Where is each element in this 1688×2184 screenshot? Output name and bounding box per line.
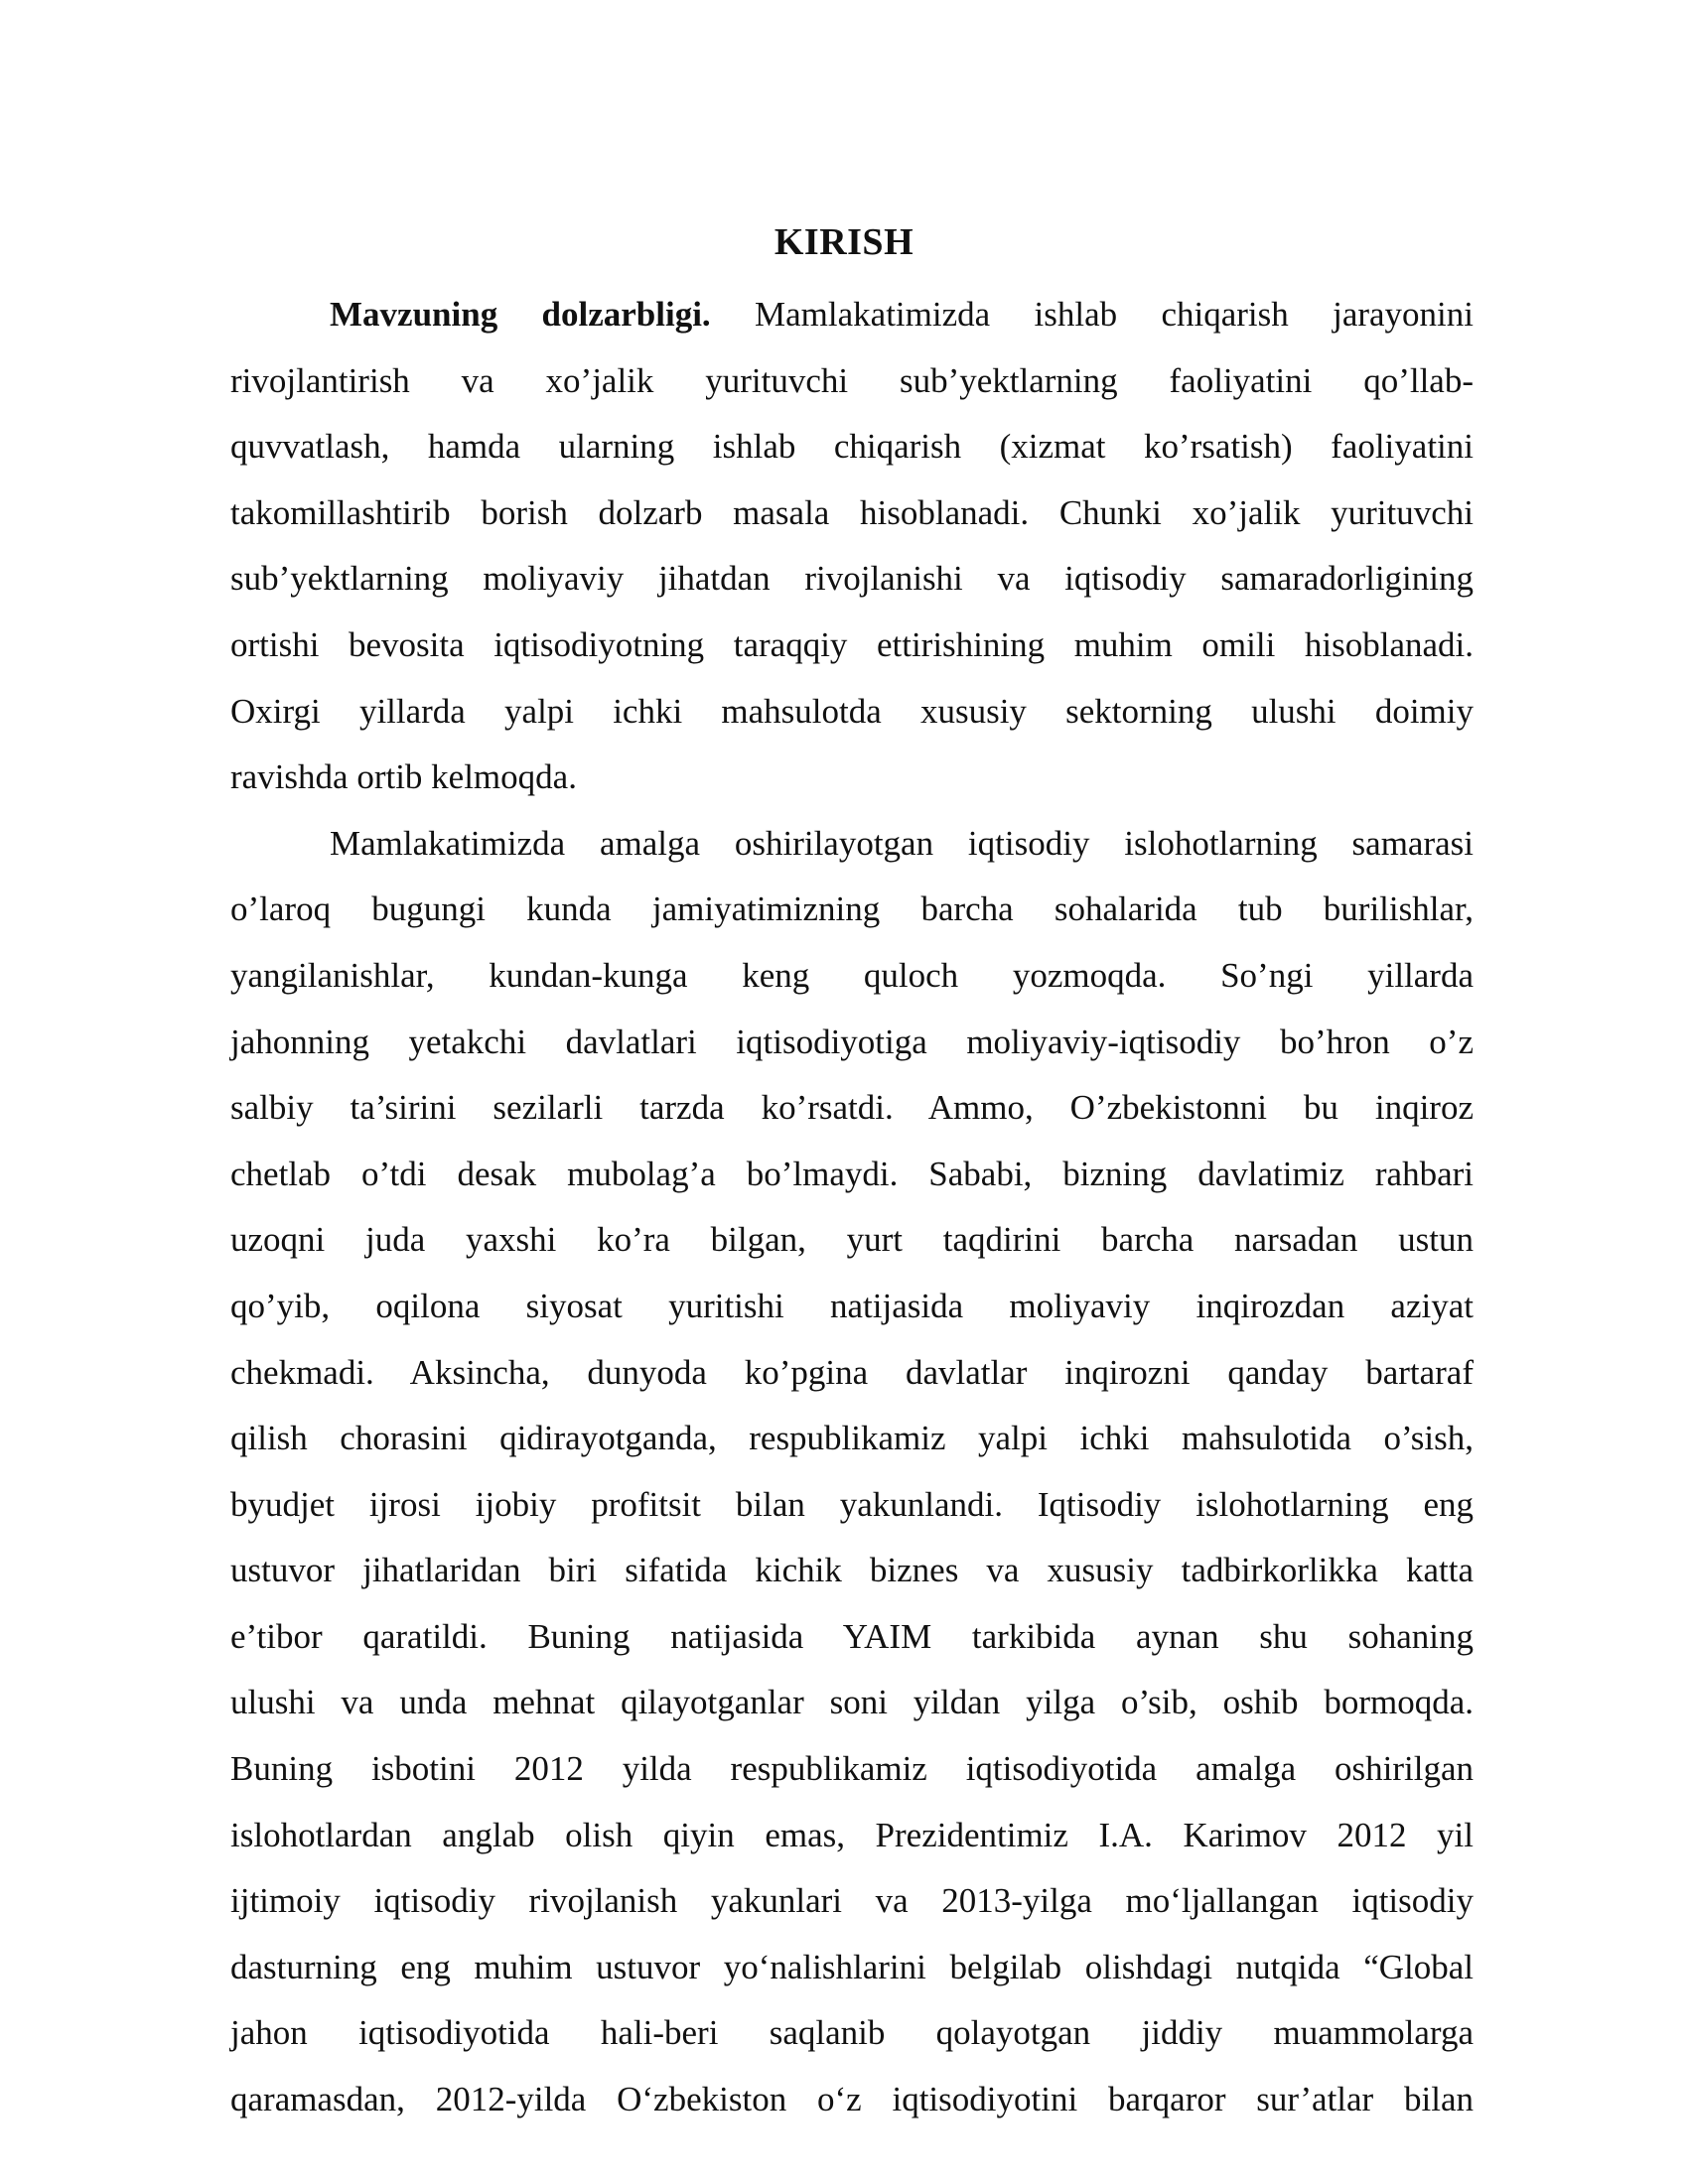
paragraph-line: byudjet ijrosi ijobiy profitsit bilan yakunlandi. Iqtisodiy islohotlarning eng — [230, 1484, 1474, 1524]
paragraph-line: qaramasdan, 2012-yilda O‘zbekiston o‘z iqtisodiyotini barqaror sur’atlar bilan — [230, 2080, 1474, 2119]
paragraph-line: Mamlakatimizda amalga oshirilayotgan iqtisodiy islohotlarning samarasi — [330, 823, 1474, 863]
paragraph-line: chekmadi. Aksincha, dunyoda ko’pgina davlatlar inqirozni qanday bartaraf — [230, 1352, 1474, 1392]
paragraph-line: ortishi bevosita iqtisodiyotning taraqqiy ettirishining muhim omili hisoblanadi. — [230, 624, 1474, 664]
paragraph-line: takomillashtirib borish dolzarb masala hisoblanadi. Chunki xo’jalik yurituvchi — [230, 492, 1474, 532]
paragraph-line: Mavzuning dolzarbligi. Mamlakatimizda ishlab chiqarish jarayonini — [330, 295, 1474, 334]
paragraph-line: qo’yib, oqilona siyosat yuritishi natijasida moliyaviy inqirozdan aziyat — [230, 1286, 1474, 1325]
paragraph-line: islohotlardan anglab olish qiyin emas, Prezidentimiz I.A. Karimov 2012 yil — [230, 1815, 1474, 1854]
paragraph-line: Oxirgi yillarda yalpi ichki mahsulotda xususiy sektorning ulushi doimiy — [230, 691, 1474, 731]
paragraph-line: Buning isbotini 2012 yilda respublikamiz iqtisodiyotida amalga oshirilgan — [230, 1749, 1474, 1789]
paragraph-line: rivojlantirish va xo’jalik yurituvchi sub’yektlarning faoliyatini qo’llab- — [230, 360, 1474, 400]
document-body — [230, 282, 1474, 2133]
paragraph-line: ravishda ortib kelmoqda. — [230, 757, 577, 797]
paragraph-line: ijtimoiy iqtisodiy rivojlanish yakunlari va 2013-yilga mo‘ljallangan iqtisodiy — [230, 1881, 1474, 1921]
paragraph-line: jahonning yetakchi davlatlari iqtisodiyotiga moliyaviy-iqtisodiy bo’hron o’z — [230, 1022, 1474, 1061]
paragraph-line: quvvatlash, hamda ularning ishlab chiqarish (xizmat ko’rsatish) faoliyatini — [230, 427, 1474, 467]
paragraph — [230, 811, 1474, 2133]
paragraph-line: uzoqni juda yaxshi ko’ra bilgan, yurt taqdirini barcha narsadan ustun — [230, 1220, 1474, 1260]
section-lead: Mavzuning dolzarbligi. — [330, 295, 711, 334]
paragraph-line: o’laroq bugungi kunda jamiyatimizning barcha sohalarida tub burilishlar, — [230, 889, 1474, 929]
paragraph-line: ustuvor jihatlaridan biri sifatida kichik biznes va xususiy tadbirkorlikka katta — [230, 1551, 1474, 1590]
paragraph-line: yangilanishlar, kundan-kunga keng quloch yozmoqda. So’ngi yillarda — [230, 955, 1474, 995]
paragraph-line: dasturning eng muhim ustuvor yo‘nalishlarini belgilab olishdagi nutqida “Global — [230, 1947, 1474, 1986]
paragraph-line: sub’yektlarning moliyaviy jihatdan rivojlanishi va iqtisodiy samaradorligining — [230, 559, 1474, 599]
paragraph-line: chetlab o’tdi desak mubolag’a bo’lmaydi. Sababi, bizning davlatimiz rahbari — [230, 1154, 1474, 1193]
paragraph-line: e’tibor qaratildi. Buning natijasida YAIM tarkibida aynan shu sohaning — [230, 1616, 1474, 1656]
paragraph-line: jahon iqtisodiyotida hali-beri saqlanib qolayotgan jiddiy muammolarga — [230, 2013, 1474, 2053]
paragraph-line: ulushi va unda mehnat qilayotganlar soni yildan yilga o’sib, oshib bormoqda. — [230, 1683, 1474, 1722]
paragraph-line: qilish chorasini qidirayotganda, respublikamiz yalpi ichki mahsulotida o’sish, — [230, 1419, 1474, 1458]
paragraph-line: salbiy ta’sirini sezilarli tarzda ko’rsatdi. Ammo, O’zbekistonni bu inqiroz — [230, 1088, 1474, 1128]
paragraph — [230, 282, 1474, 811]
page-title: KIRISH — [774, 221, 914, 263]
